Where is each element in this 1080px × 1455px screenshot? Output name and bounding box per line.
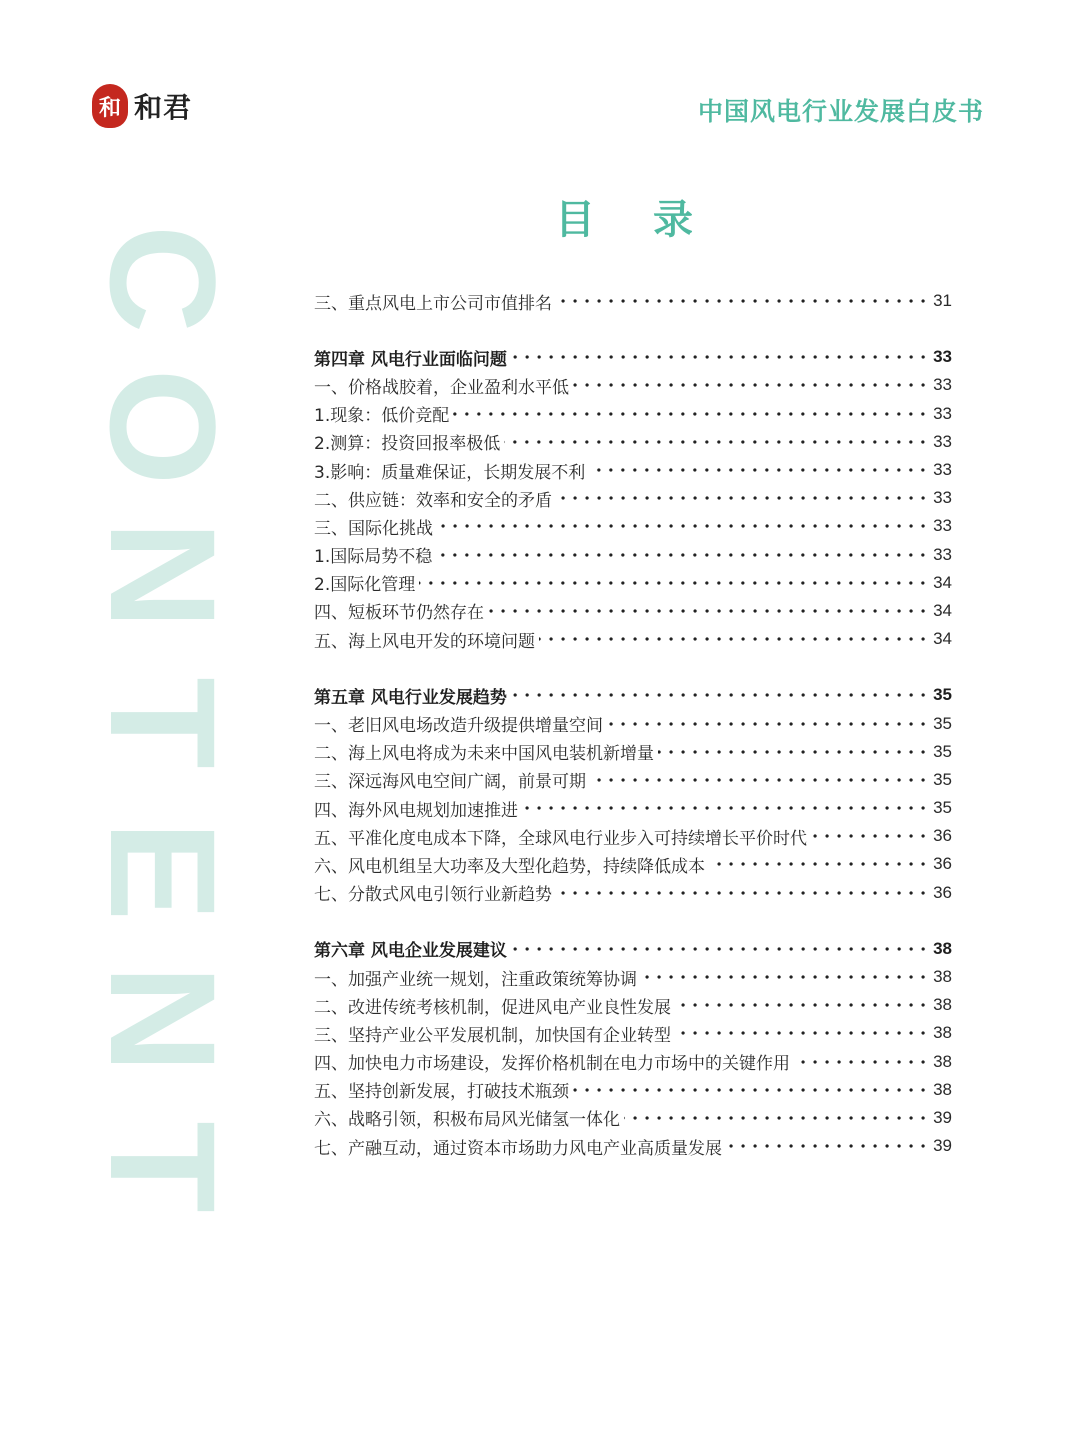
toc-page-number: 33 xyxy=(933,516,952,536)
dot-leader xyxy=(726,1144,929,1148)
dot-leader xyxy=(675,1031,929,1035)
toc-page-number: 34 xyxy=(933,629,952,649)
toc-page-number: 33 xyxy=(933,347,952,367)
dot-leader xyxy=(556,891,929,895)
toc-page-number: 36 xyxy=(933,854,952,874)
toc-entry[interactable] xyxy=(314,850,952,878)
toc-entry-label: 三、重点风电上市公司市值排名 xyxy=(314,293,552,314)
toc-entry-label: 四、海外风电规划加速推进 xyxy=(314,800,518,821)
toc-entry[interactable] xyxy=(314,1104,952,1132)
toc-entry-label: 一、加强产业统一规划，注重政策统筹协调 xyxy=(314,969,637,990)
toc-chapter-entry[interactable] xyxy=(314,681,952,709)
toc-entry-label: 六、战略引领，积极布局风光储氢一体化 xyxy=(314,1110,620,1131)
toc-page-number: 38 xyxy=(933,1051,952,1071)
watermark-letter: E xyxy=(79,820,247,922)
toc-entry-label: 二、海上风电将成为未来中国风电装机新增量 xyxy=(314,744,654,765)
toc-entry[interactable] xyxy=(314,794,952,822)
toc-entry[interactable] xyxy=(314,484,952,512)
toc-entry[interactable] xyxy=(314,709,952,737)
toc-entry-label: 1.国际局势不稳 xyxy=(314,547,433,568)
toc-entry[interactable] xyxy=(314,400,952,428)
toc-page-number: 33 xyxy=(933,488,952,508)
dot-leader xyxy=(658,750,929,754)
dot-leader xyxy=(511,693,929,697)
toc-entry-label: 四、短板环节仍然存在 xyxy=(314,603,484,624)
toc-entry[interactable] xyxy=(314,428,952,456)
toc-entry-label: 七、分散式风电引领行业新趋势 xyxy=(314,885,552,906)
toc-page-number: 33 xyxy=(933,431,952,451)
toc-page-number: 34 xyxy=(933,600,952,620)
dot-leader xyxy=(590,778,929,782)
document-header-title: 中国风电行业发展白皮书 xyxy=(697,97,984,126)
dot-leader xyxy=(624,1116,929,1120)
toc-entry-label: 七、产融互动，通过资本市场助力风电产业高质量发展 xyxy=(314,1138,722,1159)
dot-leader xyxy=(794,1060,929,1064)
toc-entry-label: 第四章 风电行业面临问题 xyxy=(314,349,507,370)
toc-entry-label: 三、深远海风电空间广阔，前景可期 xyxy=(314,772,586,793)
toc-page-number: 36 xyxy=(933,826,952,846)
toc-page-number: 35 xyxy=(933,769,952,789)
toc-entry[interactable] xyxy=(314,766,952,794)
toc-page-number: 33 xyxy=(933,544,952,564)
section-gap xyxy=(314,907,952,935)
toc-entry[interactable] xyxy=(314,738,952,766)
dot-leader xyxy=(589,468,929,472)
toc-entry-label: 第六章 风电企业发展建议 xyxy=(314,941,507,962)
toc-page-number: 34 xyxy=(933,572,952,592)
toc-entry[interactable] xyxy=(314,371,952,399)
dot-leader xyxy=(641,975,929,979)
logo xyxy=(92,84,192,128)
toc-entry-label: 二、改进传统考核机制，促进风电产业良性发展 xyxy=(314,997,671,1018)
toc-entry-label: 三、坚持产业公平发展机制，加快国有企业转型 xyxy=(314,1025,671,1046)
toc-entry[interactable] xyxy=(314,1132,952,1160)
dot-leader xyxy=(709,862,929,866)
dot-leader xyxy=(437,524,929,528)
toc-entry-label: 五、坚持创新发展，打破技术瓶颈 xyxy=(314,1082,569,1103)
toc-page-number: 38 xyxy=(933,995,952,1015)
toc-page-number: 38 xyxy=(933,1023,952,1043)
toc-page-number: 39 xyxy=(933,1107,952,1127)
toc-page-number: 38 xyxy=(933,967,952,987)
dot-leader xyxy=(504,440,929,444)
dot-leader xyxy=(488,609,929,613)
toc-page-number: 35 xyxy=(933,741,952,761)
toc-entry-label: 一、老旧风电场改造升级提供增量空间 xyxy=(314,716,603,737)
toc-entry-label: 1.现象：低价竞配 xyxy=(314,406,450,427)
toc-chapter-entry[interactable] xyxy=(314,935,952,963)
toc-page-number: 31 xyxy=(933,291,952,311)
toc-entry[interactable] xyxy=(314,569,952,597)
dot-leader xyxy=(607,722,929,726)
toc-entry[interactable] xyxy=(314,991,952,1019)
toc-page-number: 33 xyxy=(933,375,952,395)
toc-entry-label: 一、价格战胶着，企业盈利水平低 xyxy=(314,377,569,398)
watermark-letter: O xyxy=(79,368,247,486)
logo-seal-icon: 和 xyxy=(92,84,128,128)
toc-entry-label: 3.影响：质量难保证，长期发展不利 xyxy=(314,462,586,483)
toc-page-number: 33 xyxy=(933,403,952,423)
toc-page-number: 36 xyxy=(933,882,952,902)
toc-entry[interactable] xyxy=(314,597,952,625)
toc-entry[interactable] xyxy=(314,822,952,850)
content-watermark xyxy=(79,205,247,1241)
toc-page-number: 38 xyxy=(933,1079,952,1099)
toc-entry[interactable] xyxy=(314,512,952,540)
toc-entry-label: 2.国际化管理 xyxy=(314,575,416,596)
dot-leader xyxy=(556,496,929,500)
toc-entry[interactable] xyxy=(314,963,952,991)
toc-entry-label: 五、平准化度电成本下降，全球风电行业步入可持续增长平价时代 xyxy=(314,828,807,849)
toc-entry[interactable] xyxy=(314,1048,952,1076)
toc-entry[interactable] xyxy=(314,625,952,653)
toc-entry[interactable] xyxy=(314,1019,952,1047)
dot-leader xyxy=(419,581,929,585)
toc-entry-label: 2.测算：投资回报率极低 xyxy=(314,434,501,455)
toc-chapter-entry[interactable] xyxy=(314,343,952,371)
toc-entry-label: 四、加快电力市场建设，发挥价格机制在电力市场中的关键作用 xyxy=(314,1054,790,1075)
toc-entry[interactable] xyxy=(314,1076,952,1104)
watermark-letter: T xyxy=(79,677,247,769)
toc-page-number: 35 xyxy=(933,798,952,818)
dot-leader xyxy=(522,806,929,810)
logo-text: 和君 xyxy=(134,91,193,124)
toc-entry[interactable] xyxy=(314,541,952,569)
section-gap xyxy=(314,653,952,681)
toc-page-number: 38 xyxy=(933,938,952,958)
dot-leader xyxy=(573,383,929,387)
dot-leader xyxy=(539,637,929,641)
toc-entry-label: 六、风电机组呈大功率及大型化趋势，持续降低成本 xyxy=(314,856,705,877)
toc-entry-label: 二、供应链：效率和安全的矛盾 xyxy=(314,490,552,511)
dot-leader xyxy=(556,299,929,303)
dot-leader xyxy=(511,947,929,951)
dot-leader xyxy=(573,1088,929,1092)
watermark-letter: N xyxy=(79,520,247,630)
watermark-letter: N xyxy=(79,964,247,1074)
toc-page-number: 39 xyxy=(933,1136,952,1156)
toc-page-number: 35 xyxy=(933,713,952,733)
toc-entry-label: 三、国际化挑战 xyxy=(314,518,433,539)
toc-page-number: 35 xyxy=(933,685,952,705)
watermark-letter: C xyxy=(79,224,247,334)
dot-leader xyxy=(453,412,929,416)
section-gap xyxy=(314,315,952,343)
toc-entry[interactable] xyxy=(314,456,952,484)
dot-leader xyxy=(511,355,929,359)
toc-title: 目 录 xyxy=(555,197,715,243)
watermark-letter: T xyxy=(79,1121,247,1213)
toc-entry-label: 五、海上风电开发的环境问题 xyxy=(314,631,535,652)
toc-page-number: 33 xyxy=(933,460,952,480)
dot-leader xyxy=(675,1003,929,1007)
dot-leader xyxy=(811,834,929,838)
table-of-contents xyxy=(314,287,952,1160)
dot-leader xyxy=(436,553,929,557)
toc-entry-label: 第五章 风电行业发展趋势 xyxy=(314,687,507,708)
toc-entry[interactable] xyxy=(314,879,952,907)
toc-entry[interactable] xyxy=(314,287,952,315)
